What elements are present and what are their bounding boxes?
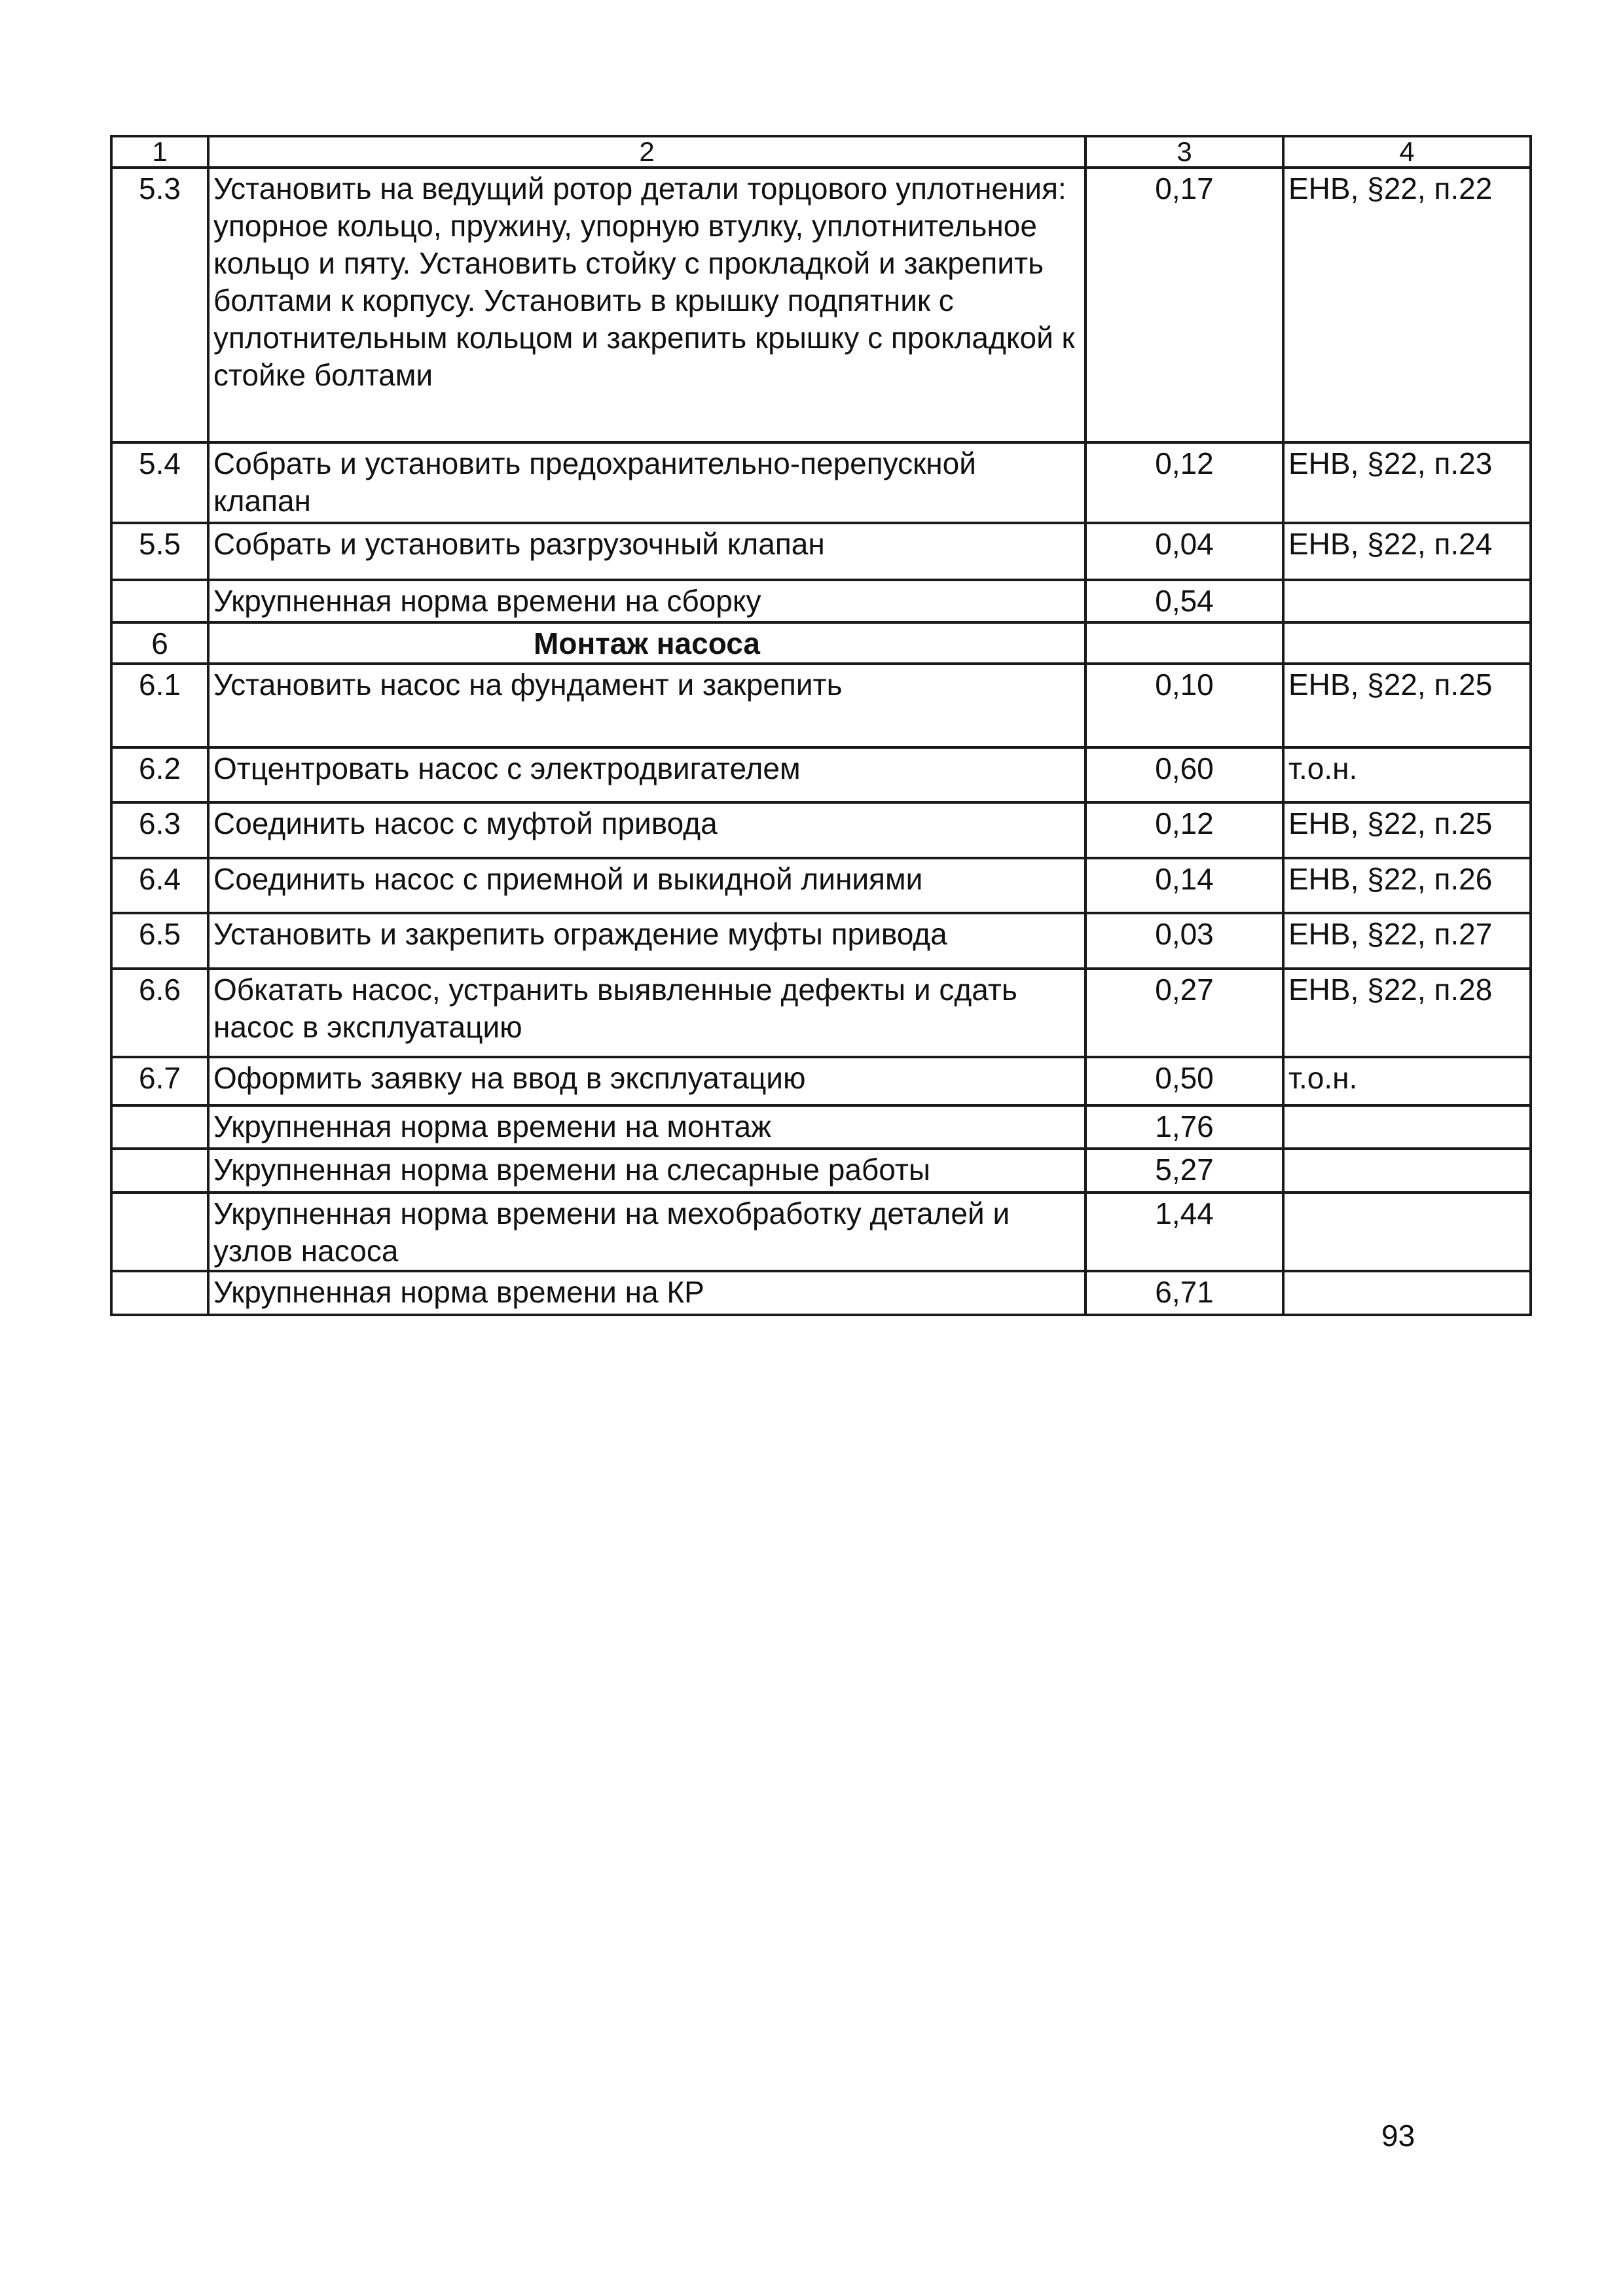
row-description: Укрупненная норма времени на мехобработку деталей и узлов насоса xyxy=(208,1193,1085,1271)
row-number: 6.7 xyxy=(111,1057,208,1105)
row-time-norm: 0,27 xyxy=(1085,969,1283,1057)
table-row xyxy=(111,664,1531,747)
row-number xyxy=(111,580,208,622)
header-col-4: 4 xyxy=(1283,136,1531,168)
table-row xyxy=(111,523,1531,580)
row-description: Укрупненная норма времени на сборку xyxy=(208,580,1085,622)
table-row xyxy=(111,802,1531,858)
row-number: 6.1 xyxy=(111,664,208,747)
row-description: Установить и закрепить ограждение муфты привода xyxy=(208,913,1085,969)
row-time-norm: 0,60 xyxy=(1085,747,1283,802)
row-number xyxy=(111,1271,208,1315)
row-description: Установить на ведущий ротор детали торцового уплотнения: упорное кольцо, пружину, упорную втулку, уплотнительное кольцо и пяту. Установить стойку с прокладкой и закрепить болтами к корпусу. Установить в крышку подпятник с уплотнительным кольцом и закрепить крышку с прокладкой к стойке болтами xyxy=(208,168,1085,442)
header-col-1: 1 xyxy=(111,136,208,168)
table-row xyxy=(111,168,1531,442)
table-row xyxy=(111,1105,1531,1149)
row-time-norm: 0,10 xyxy=(1085,664,1283,747)
row-source xyxy=(1283,622,1531,664)
row-description: Собрать и установить разгрузочный клапан xyxy=(208,523,1085,580)
row-description: Обкатать насос, устранить выявленные дефекты и сдать насос в эксплуатацию xyxy=(208,969,1085,1057)
row-source xyxy=(1283,1271,1531,1315)
header-col-3: 3 xyxy=(1085,136,1283,168)
row-time-norm: 1,76 xyxy=(1085,1105,1283,1149)
page-number: 93 xyxy=(1381,2119,1415,2153)
row-time-norm: 0,03 xyxy=(1085,913,1283,969)
row-time-norm: 0,04 xyxy=(1085,523,1283,580)
row-time-norm: 0,17 xyxy=(1085,168,1283,442)
row-description: Установить насос на фундамент и закрепить xyxy=(208,664,1085,747)
row-number: 6.3 xyxy=(111,802,208,858)
row-source: ЕНВ, §22, п.28 xyxy=(1283,969,1531,1057)
row-number: 6.5 xyxy=(111,913,208,969)
row-number: 6.4 xyxy=(111,858,208,913)
row-source xyxy=(1283,1105,1531,1149)
row-number: 6.6 xyxy=(111,969,208,1057)
section-row xyxy=(111,622,1531,664)
row-description: Отцентровать насос с электродвигателем xyxy=(208,747,1085,802)
table-row xyxy=(111,747,1531,802)
row-number: 5.4 xyxy=(111,442,208,523)
row-time-norm: 1,44 xyxy=(1085,1193,1283,1271)
section-number: 6 xyxy=(111,622,208,664)
row-source: т.о.н. xyxy=(1283,747,1531,802)
row-source: ЕНВ, §22, п.22 xyxy=(1283,168,1531,442)
row-number xyxy=(111,1193,208,1271)
table-row xyxy=(111,1149,1531,1193)
row-source xyxy=(1283,1149,1531,1193)
row-description: Укрупненная норма времени на КР xyxy=(208,1271,1085,1315)
row-number: 5.3 xyxy=(111,168,208,442)
table-row xyxy=(111,442,1531,523)
table-row xyxy=(111,1057,1531,1105)
row-time-norm: 0,54 xyxy=(1085,580,1283,622)
row-description: Оформить заявку на ввод в эксплуатацию xyxy=(208,1057,1085,1105)
row-time-norm: 5,27 xyxy=(1085,1149,1283,1193)
row-source: ЕНВ, §22, п.23 xyxy=(1283,442,1531,523)
norms-table xyxy=(110,135,1532,1316)
row-source xyxy=(1283,580,1531,622)
row-number: 5.5 xyxy=(111,523,208,580)
row-source: т.о.н. xyxy=(1283,1057,1531,1105)
section-title: Монтаж насоса xyxy=(208,622,1085,664)
row-source xyxy=(1283,1193,1531,1271)
row-time-norm: 0,12 xyxy=(1085,442,1283,523)
row-source: ЕНВ, §22, п.25 xyxy=(1283,664,1531,747)
row-time-norm xyxy=(1085,622,1283,664)
row-source: ЕНВ, §22, п.26 xyxy=(1283,858,1531,913)
table-row xyxy=(111,913,1531,969)
row-description: Укрупненная норма времени на слесарные работы xyxy=(208,1149,1085,1193)
row-number: 6.2 xyxy=(111,747,208,802)
row-source: ЕНВ, §22, п.25 xyxy=(1283,802,1531,858)
row-time-norm: 0,50 xyxy=(1085,1057,1283,1105)
row-time-norm: 0,14 xyxy=(1085,858,1283,913)
row-source: ЕНВ, §22, п.24 xyxy=(1283,523,1531,580)
row-time-norm: 6,71 xyxy=(1085,1271,1283,1315)
row-time-norm: 0,12 xyxy=(1085,802,1283,858)
row-description: Собрать и установить предохранительно-перепускной клапан xyxy=(208,442,1085,523)
row-number xyxy=(111,1105,208,1149)
row-description: Соединить насос с приемной и выкидной линиями xyxy=(208,858,1085,913)
row-description: Соединить насос с муфтой привода xyxy=(208,802,1085,858)
header-col-2: 2 xyxy=(208,136,1085,168)
table-row xyxy=(111,858,1531,913)
row-number xyxy=(111,1149,208,1193)
row-description: Укрупненная норма времени на монтаж xyxy=(208,1105,1085,1149)
table-row xyxy=(111,1193,1531,1271)
row-source: ЕНВ, §22, п.27 xyxy=(1283,913,1531,969)
table-row xyxy=(111,1271,1531,1315)
table-row xyxy=(111,969,1531,1057)
table-row xyxy=(111,580,1531,622)
table-header-row xyxy=(111,136,1531,168)
